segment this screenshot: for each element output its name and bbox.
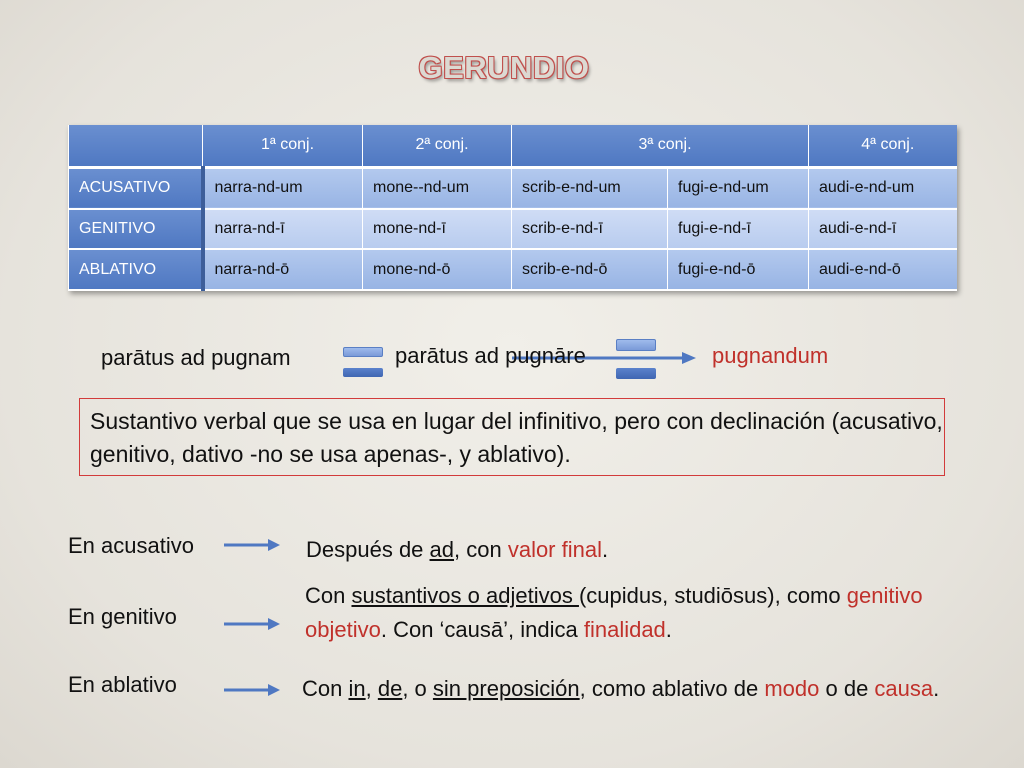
row-label: ABLATIVO [69,249,203,290]
header-cell-1: 1ª conj. [203,125,363,167]
table-cell: narra-nd-ī [203,209,363,250]
text-segment-highlight: genitivo objetivo [305,583,923,642]
definition-box: Sustantivo verbal que se usa en lugar del infinitivo, pero con declinación (acusativo, genitivo, dativo -no se usa apenas-, y ablativo). [79,398,945,476]
table-cell: scrib-e-nd-ō [512,249,668,290]
table-row [69,209,957,250]
header-cell-3: 3ª conj. [512,125,809,167]
table-cell: narra-nd-um [203,167,363,208]
text-segment: Con [302,676,349,701]
table-header-row [69,125,957,167]
arrow-right-icon [222,683,282,697]
header-cell-empty [69,125,203,167]
text-segment-highlight: causa [874,676,934,701]
label-en-ablativo: En ablativo [68,672,177,697]
table-cell: mone--nd-um [363,167,512,208]
text-segment: Con [305,583,352,608]
text-segment: , [365,676,378,701]
label-en-acusativo: En acusativo [68,533,194,558]
result-pugnandum: pugnandum [712,343,829,368]
table-cell: audi-e-nd-ī [809,209,957,250]
text-segment-underlined: de [377,676,403,701]
equals-sign-top-bar [343,347,383,357]
table-cell: fugi-e-nd-ō [668,249,809,290]
phrase-paratus-ad-pugnam: parātus ad pugnam [101,345,291,370]
conjugation-table [68,125,957,291]
row-label: GENITIVO [69,209,203,250]
table-cell: scrib-e-nd-ī [512,209,668,250]
usage-ablativo-text [302,672,992,706]
table-cell: mone-nd-ī [363,209,512,250]
usage-genitivo-text [305,579,965,647]
text-segment-underlined: in [348,676,366,701]
equals-sign-bottom-bar [343,368,383,377]
usage-acusativo-text [306,533,608,567]
page-title: GERUNDIO [418,50,590,85]
text-segment-highlight: finalidad [583,617,666,642]
label-en-genitivo: En genitivo [68,604,177,629]
table-cell: narra-nd-ō [203,249,363,290]
text-segment-highlight: modo [764,676,820,701]
text-segment: (cupidus, studiōsus), como [578,583,847,608]
text-segment: , con [454,537,508,562]
header-cell-2: 2ª conj. [363,125,512,167]
text-segment-highlight: valor final [507,537,602,562]
text-segment-underlined: ad [429,537,455,562]
equals-sign-bottom-bar [616,368,656,379]
row-label: ACUSATIVO [69,167,203,208]
text-segment: , o [402,676,433,701]
table-cell: fugi-e-nd-ī [668,209,809,250]
table-cell: mone-nd-ō [363,249,512,290]
arrow-right-icon [222,617,282,631]
header-cell-4: 4ª conj. [809,125,957,167]
table-cell: audi-e-nd-ō [809,249,957,290]
table-cell: scrib-e-nd-um [512,167,668,208]
arrow-right-icon [222,538,282,552]
text-segment: . Con ‘causā’, indica [380,617,584,642]
table-row [69,167,957,208]
text-segment-underlined: sustantivos o adjetivos [351,583,579,608]
text-segment: . [665,617,672,642]
text-segment: Después de [306,537,430,562]
table-row [69,249,957,290]
equals-sign-top-bar [616,339,656,351]
phrase-paratus-ad-pugnare: parātus ad pugnāre [395,343,586,368]
table-cell: audi-e-nd-um [809,167,957,208]
text-segment: , como ablativo de [579,676,765,701]
text-segment: . [601,537,609,562]
table-cell: fugi-e-nd-um [668,167,809,208]
text-segment: . [933,676,940,701]
text-segment: o de [819,676,875,701]
text-segment-underlined: sin preposición [432,676,580,701]
